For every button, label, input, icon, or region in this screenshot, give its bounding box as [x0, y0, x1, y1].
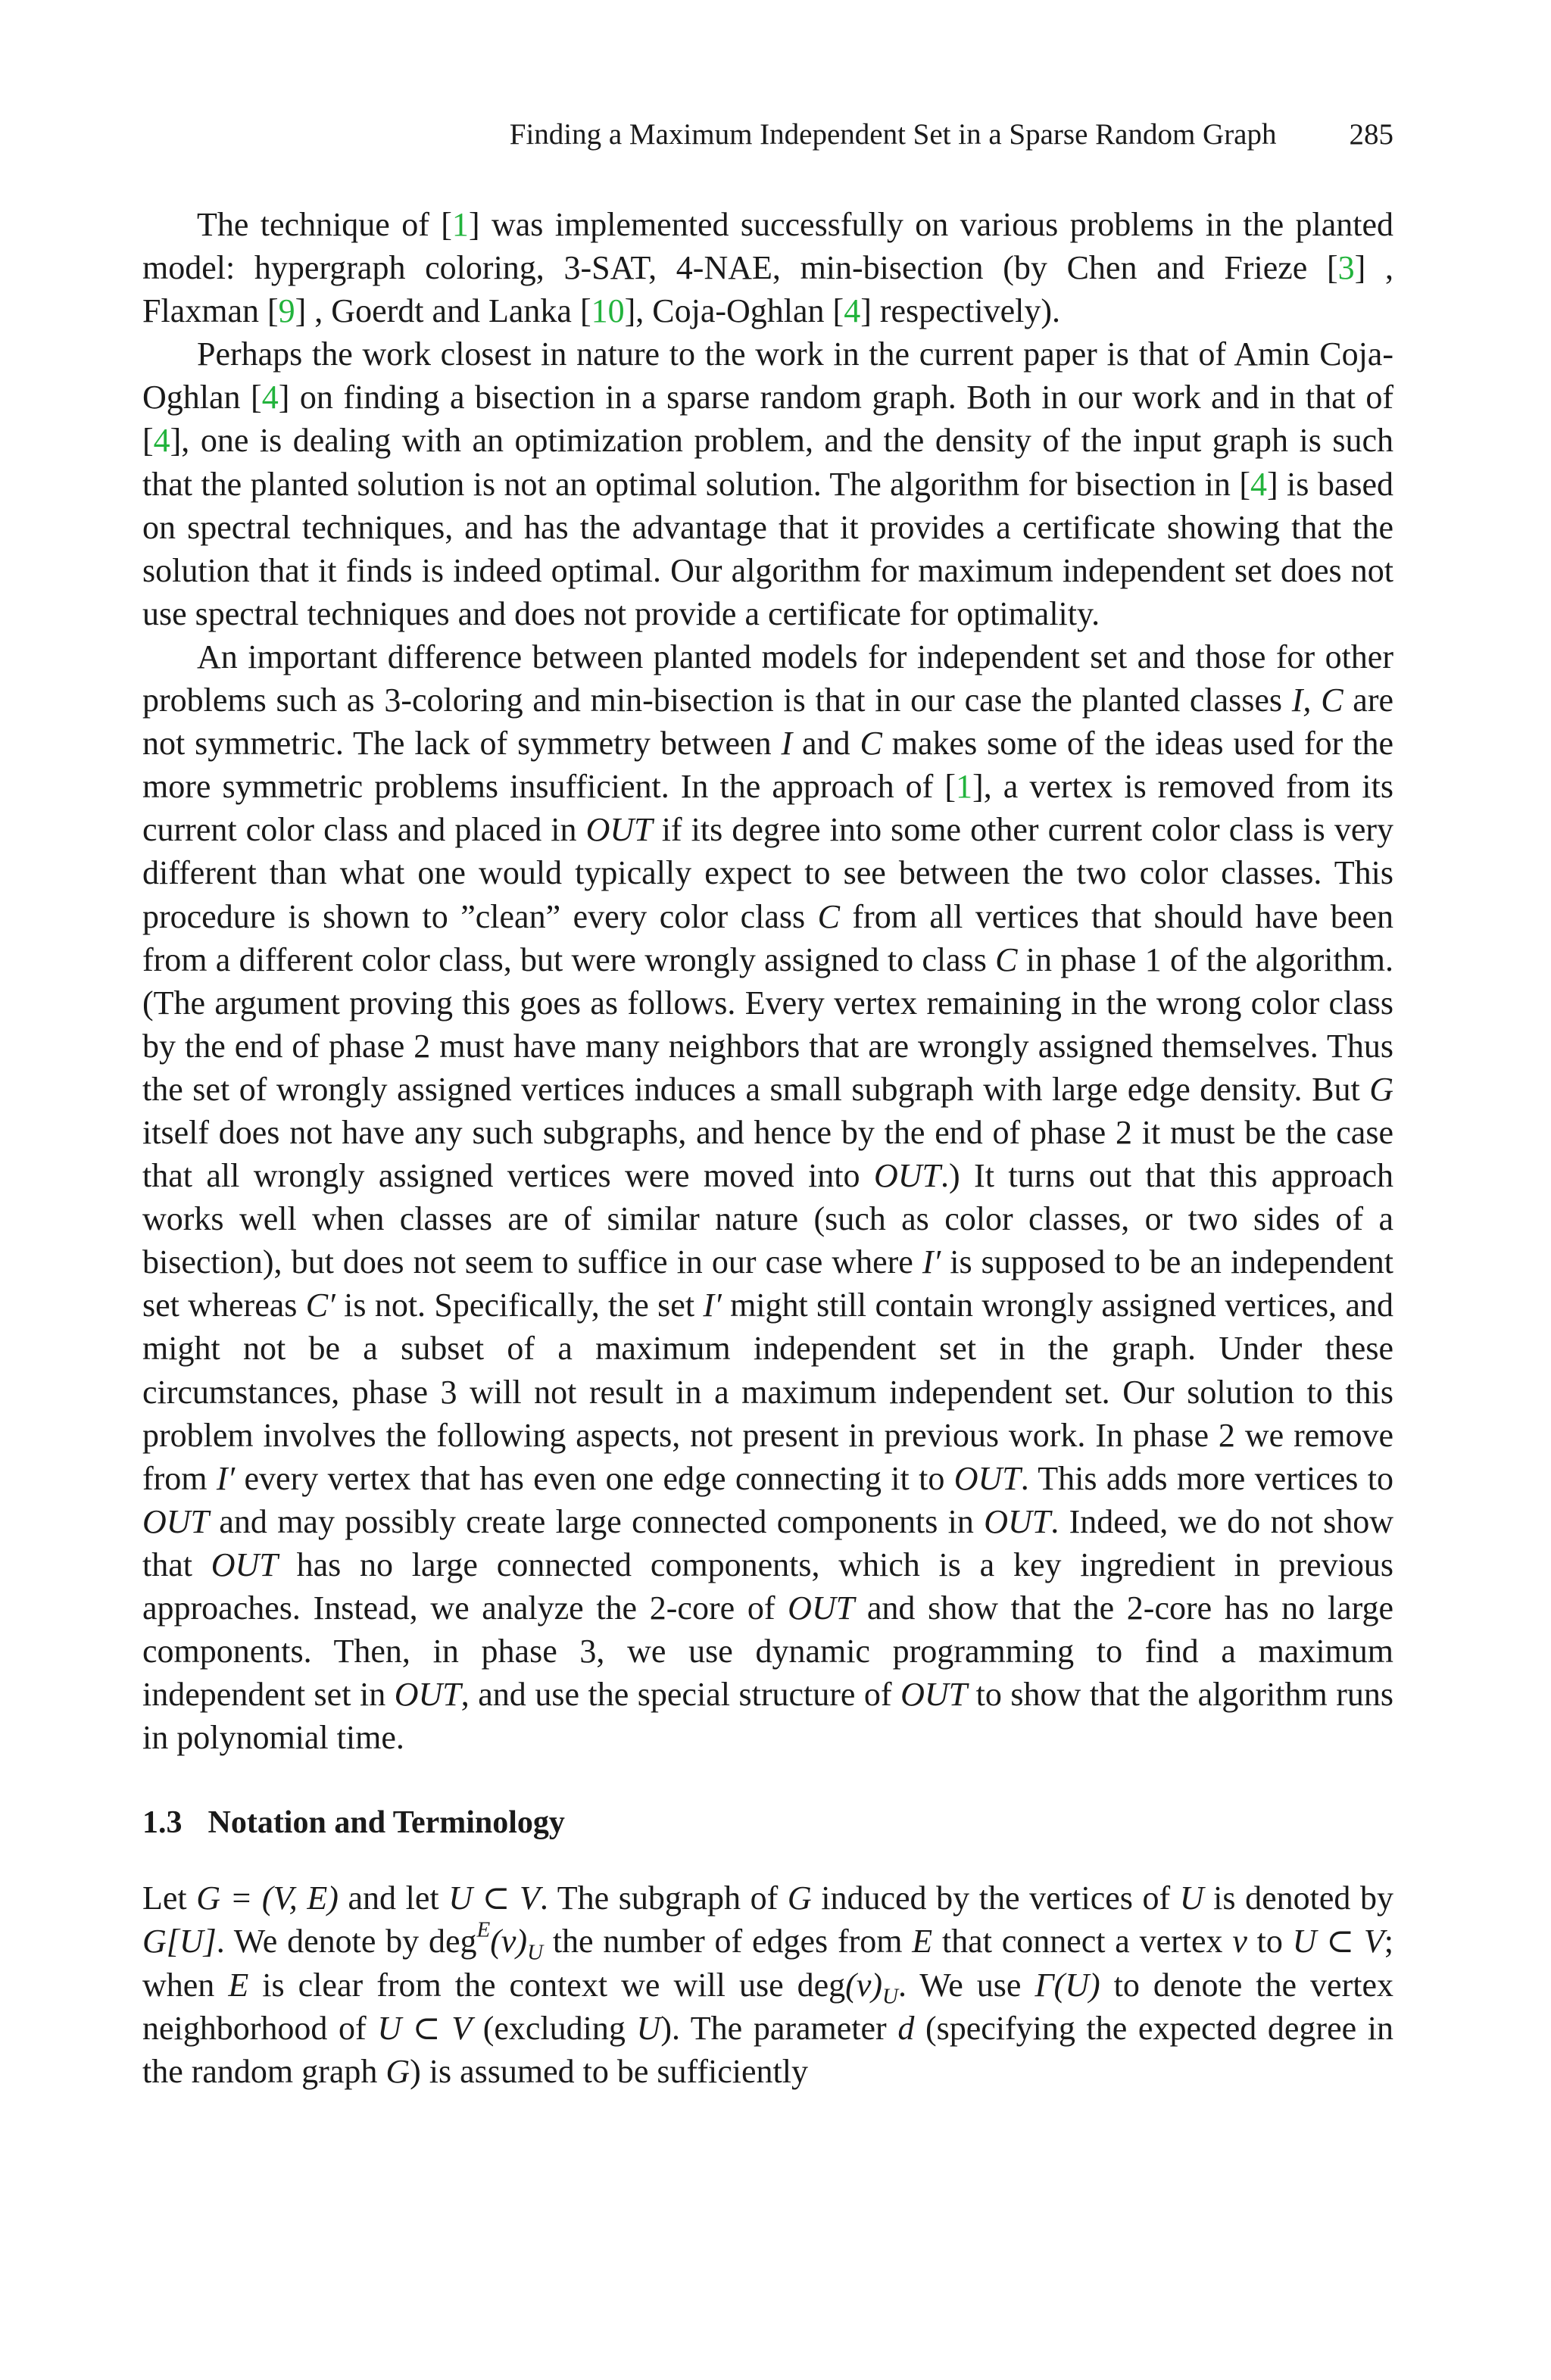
section-number: 1.3: [142, 1805, 183, 1841]
text-run: , and use the special structure of: [460, 1676, 901, 1714]
math: OUT: [394, 1676, 461, 1714]
section-title: Notation and Terminology: [208, 1805, 565, 1841]
text-run: ] respectively).: [860, 292, 1061, 330]
math: OUT: [585, 811, 653, 849]
math: I′: [216, 1459, 236, 1497]
text-run: might still contain wrongly assigned vertices, and might not be a subset of a maximum independent set in the graph. Under these circumstances, phase 3 will not result in a maximum independent set. Our solution to this problem involves the following aspects, not present in previous work. In phase 2 we remove from: [142, 1287, 1393, 1497]
paragraph-3: [142, 635, 1393, 1759]
paragraph-2: [142, 332, 1393, 635]
text-run: makes some of the ideas used for the more symmetric problems insufficient. In the approach of [: [142, 725, 1394, 806]
math: C: [860, 725, 882, 763]
text-run: . This adds more vertices to: [1020, 1459, 1394, 1497]
text-run: induced by the vertices of: [811, 1879, 1180, 1917]
text-run: to: [1247, 1923, 1293, 1960]
text-run: ] , Goerdt and Lanka [: [295, 292, 591, 330]
math: C: [995, 940, 1018, 978]
section-heading: [142, 1801, 1393, 1845]
math: OUT: [211, 1546, 278, 1583]
text-run: itself does not have any such subgraphs, and hence by the end of phase 2 it must be the case that all wrongly assigned vertices were moved into: [142, 1113, 1393, 1195]
text-run: ], one is dealing with an optimization problem, and the density of the input graph is such that the planted solution is not an optimal solution. The algorithm for bisection in [: [142, 422, 1393, 503]
text-run: and may possibly create large connected components in: [209, 1502, 985, 1540]
text-run: . Indeed, we do not show that: [142, 1502, 1394, 1583]
math-deg: deg: [428, 1923, 477, 1960]
text-run: every vertex that has even one edge connecting it to: [235, 1459, 954, 1497]
text-run: and show that the 2-core has no large components. Then, in phase 3, we use dynamic programming to find a maximum independent set in: [142, 1589, 1393, 1714]
text-run: if its degree into some other current color class is very different than what one would typically expect to see between the two color classes. This procedure is shown to ”clean” every color class: [142, 811, 1393, 935]
text-run: Let: [142, 1879, 197, 1917]
text-run: and: [792, 725, 860, 763]
math: U ⊂ V: [448, 1879, 540, 1917]
text-run: the number of edges from: [543, 1923, 913, 1960]
text-run: (v): [845, 1966, 883, 2004]
math: OUT: [984, 1502, 1051, 1540]
text-run: is supposed to be an independent set whereas: [142, 1243, 1393, 1324]
text-run: to denote the vertex neighborhood of: [142, 1966, 1393, 2047]
citation-link[interactable]: 10: [591, 292, 625, 330]
math: G: [385, 2052, 410, 2090]
text-run: is denoted by: [1203, 1879, 1393, 1917]
math: G: [787, 1879, 812, 1917]
math: G: [1369, 1070, 1393, 1108]
math: OUT: [788, 1589, 855, 1627]
math: OUT: [873, 1157, 941, 1195]
math: I′: [703, 1287, 722, 1324]
citation-link[interactable]: 3: [1337, 249, 1355, 287]
text-run: U: [882, 1983, 898, 2008]
citation-link[interactable]: 4: [153, 422, 170, 460]
math: U ⊂ V: [377, 2009, 473, 2047]
math: G = (V, E): [196, 1879, 339, 1917]
math: G[U]: [142, 1923, 217, 1960]
math: OUT: [953, 1459, 1021, 1497]
text-run: . The subgraph of: [539, 1879, 788, 1917]
text-run: ] on finding a bisection in a sparse random graph. Both in our work and in that of [: [142, 379, 1394, 460]
text-run: (specifying the expected degree in the random graph: [142, 2009, 1393, 2090]
text-run: (v): [490, 1923, 528, 1960]
math: U: [636, 2009, 661, 2047]
body-text: [142, 203, 1393, 2093]
math: E: [912, 1923, 933, 1960]
citation-link[interactable]: 4: [261, 379, 279, 416]
text-run: ] , Flaxman [: [142, 249, 1394, 330]
text-run: (excluding: [472, 2009, 637, 2047]
text-run: to show that the algorithm runs in polynomial time.: [142, 1676, 1393, 1757]
citation-link[interactable]: 4: [1250, 465, 1267, 503]
citation-link[interactable]: 9: [278, 292, 295, 330]
page-number: 285: [1349, 118, 1393, 151]
running-title: Finding a Maximum Independent Set in a Sparse Random Graph: [509, 118, 1277, 151]
math: E: [228, 1966, 249, 2004]
text-run: ], a vertex is removed from its current color class and placed in: [142, 768, 1393, 849]
citation-link[interactable]: 1: [451, 206, 469, 243]
running-header: [142, 114, 1393, 156]
text-run: is clear from the context we will use: [248, 1966, 797, 2004]
text-run: has no large connected components, which is a key ingredient in previous approaches. Instead, we analyze the 2-core of: [142, 1546, 1393, 1627]
text-run: and let: [338, 1879, 449, 1917]
text-run: E: [476, 1918, 491, 1943]
text-run: ). The parameter: [660, 2009, 898, 2047]
text-run: ] is based on spectral techniques, and has the advantage that it provides a certificate showing that the solution that it finds is indeed optimal. Our algorithm for maximum independent set does not use spectral techniques and does not provide a certificate for optimality.: [142, 465, 1394, 632]
text-run: in phase 1 of the algorithm. (The argument proving this goes as follows. Every vertex remaining in the wrong color class by the end of phase 2 must have many neighbors that are wrongly assigned themselves. Thus the set of wrongly assigned vertices induces a small subgraph with large edge density. But: [142, 940, 1393, 1108]
text-run: ) is assumed to be sufficiently: [410, 2052, 808, 2090]
math: d: [897, 2009, 915, 2047]
text-run: U: [527, 1940, 544, 1965]
text-run: from all vertices that should have been from a different color class, but were wrongly assigned to class: [142, 897, 1393, 978]
math: C′: [305, 1287, 335, 1324]
paragraph-4: [142, 1876, 1393, 2092]
text-run: are not symmetric. The lack of symmetry between: [142, 682, 1394, 763]
text-run: .) It turns out that this approach works well when classes are of similar nature (such as color classes, or two sides of a bisection), but does not seem to suffice in our case where: [142, 1157, 1394, 1281]
text-run: . We denote by: [216, 1923, 429, 1960]
math: v: [1232, 1923, 1247, 1960]
math: Γ(U): [1035, 1966, 1100, 2004]
citation-link[interactable]: 1: [956, 768, 973, 806]
math: C: [817, 897, 840, 935]
math-deg: deg: [797, 1966, 846, 2004]
paragraph-1: [142, 203, 1393, 332]
text-run: that connect a vertex: [932, 1923, 1233, 1960]
math: I, C: [1291, 682, 1343, 719]
math: I′: [922, 1243, 941, 1281]
math: OUT: [900, 1676, 968, 1714]
text-run: Perhaps the work closest in nature to the work in the current paper is that of Amin Coja-Oghlan [: [142, 335, 1393, 416]
math: I: [781, 725, 793, 763]
text-run: ; when: [142, 1923, 1393, 2004]
text-run: . We use: [897, 1966, 1035, 2004]
text-run: The technique of [: [197, 206, 452, 243]
citation-link[interactable]: 4: [844, 292, 861, 330]
text-run: An important difference between planted models for independent set and those for other problems such as 3-coloring and min-bisection is that in our case the planted classes: [142, 638, 1393, 719]
text-run: ], Coja-Oghlan [: [624, 292, 844, 330]
text-run: ] was implemented successfully on various problems in the planted model: hypergraph coloring, 3-SAT, 4-NAE, min-bisection (by Chen and Frieze [: [142, 206, 1393, 287]
math: U: [1179, 1879, 1204, 1917]
math: OUT: [142, 1502, 210, 1540]
text-run: is not. Specifically, the set: [335, 1287, 704, 1324]
math: U ⊂ V: [1292, 1923, 1384, 1960]
